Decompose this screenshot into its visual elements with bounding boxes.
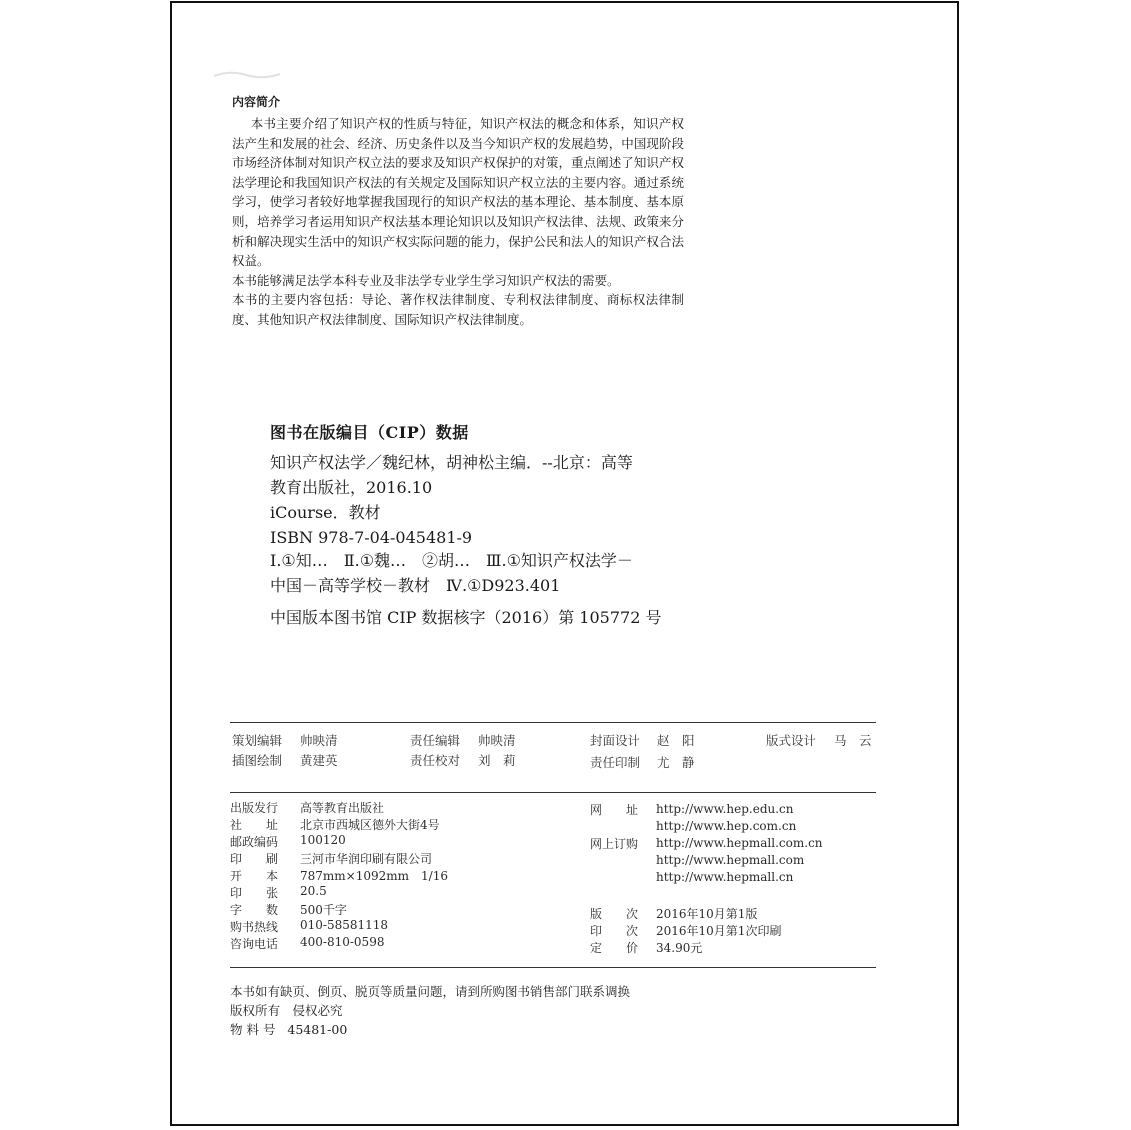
material-number [230, 1020, 630, 1039]
pub-label: 网上订购 [590, 837, 639, 851]
credit-value: 帅映清 [478, 733, 516, 748]
pub-label: 出版发行 [230, 801, 279, 815]
credit-value: 黄建英 [300, 753, 338, 768]
cip-class-line: 中国－高等学校－教材 Ⅳ.①D923.401 [270, 576, 561, 595]
website-link[interactable]: http://www.hep.edu.cn [656, 802, 794, 816]
pub-label: 版 次 [590, 907, 639, 921]
pub-label: 社 址 [230, 818, 279, 832]
cip-entry [270, 450, 700, 550]
cip-isbn: ISBN 978-7-04-045481-9 [270, 528, 473, 547]
pub-label: 印 次 [590, 924, 639, 938]
pub-label: 网 址 [590, 803, 639, 817]
pub-value: 三河市华润印刷有限公司 [300, 852, 433, 866]
pub-value: 高等教育出版社 [300, 801, 385, 815]
credit-label: 责任校对 [410, 753, 461, 768]
pub-label: 印 刷 [230, 852, 279, 866]
cip-line: 教育出版社，2016.10 [270, 478, 433, 497]
footer [230, 982, 630, 1039]
pub-value: 500千字 [300, 903, 347, 917]
pub-value: 010-58581118 [300, 918, 389, 932]
material-value: 45481-00 [287, 1022, 348, 1037]
credit-value: 刘 莉 [478, 753, 516, 768]
order-link[interactable]: http://www.hepmall.com [656, 853, 805, 867]
credit-label: 策划编辑 [232, 733, 283, 748]
credit-label: 版式设计 [766, 733, 817, 748]
credit-label: 封面设计 [590, 733, 641, 748]
pub-label: 定 价 [590, 941, 639, 955]
intro-paragraph: 本书的主要内容包括：导论、著作权法律制度、专利权法律制度、商标权法律制度、其他知识产权法律制度、国际知识产权法律制度。 [232, 292, 684, 327]
credit-value: 尤 静 [657, 755, 695, 770]
credit-value: 马 云 [834, 733, 872, 748]
quality-notice: 本书如有缺页、倒页、脱页等质量问题，请到所购图书销售部门联系调换 [230, 984, 631, 999]
cip-record-number: 中国版本图书馆 CIP 数据核字（2016）第 105772 号 [270, 608, 662, 627]
order-link[interactable]: http://www.hepmall.cn [656, 870, 794, 884]
copyright-notice: 版权所有 侵权必究 [230, 1003, 343, 1018]
credit-label: 责任编辑 [410, 733, 461, 748]
cip-line: 知识产权法学／魏纪林，胡神松主编．--北京：高等 [270, 453, 633, 472]
pub-label: 咨询电话 [230, 937, 279, 951]
credit-label: 责任印制 [590, 755, 641, 770]
pub-value: 北京市西城区德外大街4号 [300, 818, 440, 832]
order-link[interactable]: http://www.hepmall.com.cn [656, 836, 823, 850]
pub-label: 字 数 [230, 903, 279, 917]
pub-value: 20.5 [300, 884, 327, 898]
pub-value: 100120 [300, 833, 346, 847]
pub-value: 400-810-0598 [300, 935, 385, 949]
intro-body [232, 114, 684, 330]
pub-value: 2016年10月第1版 [656, 907, 758, 921]
cip-title: 图书在版编目（CIP）数据 [270, 423, 469, 442]
cip-line: iCourse．教材 [270, 503, 381, 522]
pub-label: 开 本 [230, 869, 279, 883]
price-value: 34.90元 [656, 941, 703, 955]
pub-value: 2016年10月第1次印刷 [656, 924, 782, 938]
divider [230, 722, 876, 723]
credit-value: 赵 阳 [657, 733, 695, 748]
pub-label: 购书热线 [230, 920, 279, 934]
cip-classification [270, 548, 700, 598]
pub-label: 邮政编码 [230, 835, 279, 849]
intro-title: 内容简介 [232, 95, 281, 109]
intro-paragraph: 本书能够满足法学本科专业及非法学专业学生学习知识产权法的需要。 [232, 272, 620, 288]
pub-value: 787mm×1092mm 1/16 [300, 869, 448, 883]
credit-label: 插图绘制 [232, 753, 283, 768]
credit-value: 帅映清 [300, 733, 338, 748]
scan-smudge [212, 68, 282, 82]
divider [230, 792, 876, 793]
material-label: 物 料 号 [230, 1022, 276, 1037]
divider [230, 967, 876, 968]
cip-class-line: Ⅰ.①知… Ⅱ.①魏… ②胡… Ⅲ.①知识产权法学－ [270, 551, 633, 570]
website-link[interactable]: http://www.hep.com.cn [656, 819, 797, 833]
pub-label: 印 张 [230, 886, 279, 900]
intro-paragraph: 本书主要介绍了知识产权的性质与特征，知识产权法的概念和体系，知识产权法产生和发展的社会、经济、历史条件以及当今知识产权的发展趋势，中国现阶段市场经济体制对知识产权立法的要求及知识产权保护的对策，重点阐述了知识产权法学理论和我国知识产权法的有关规定及国际知识产权立法的主要内容。通过系统学习，使学习者较好地掌握我国现行的知识产权法的基本理论、基本制度、基本原则，培养学习者运用知识产权法基本理论知识以及知识产权法律、法规、政策来分析和解决现实生活中的知识产权实际问题的能力，保护公民和法人的知识产权合法权益。 [232, 116, 684, 269]
